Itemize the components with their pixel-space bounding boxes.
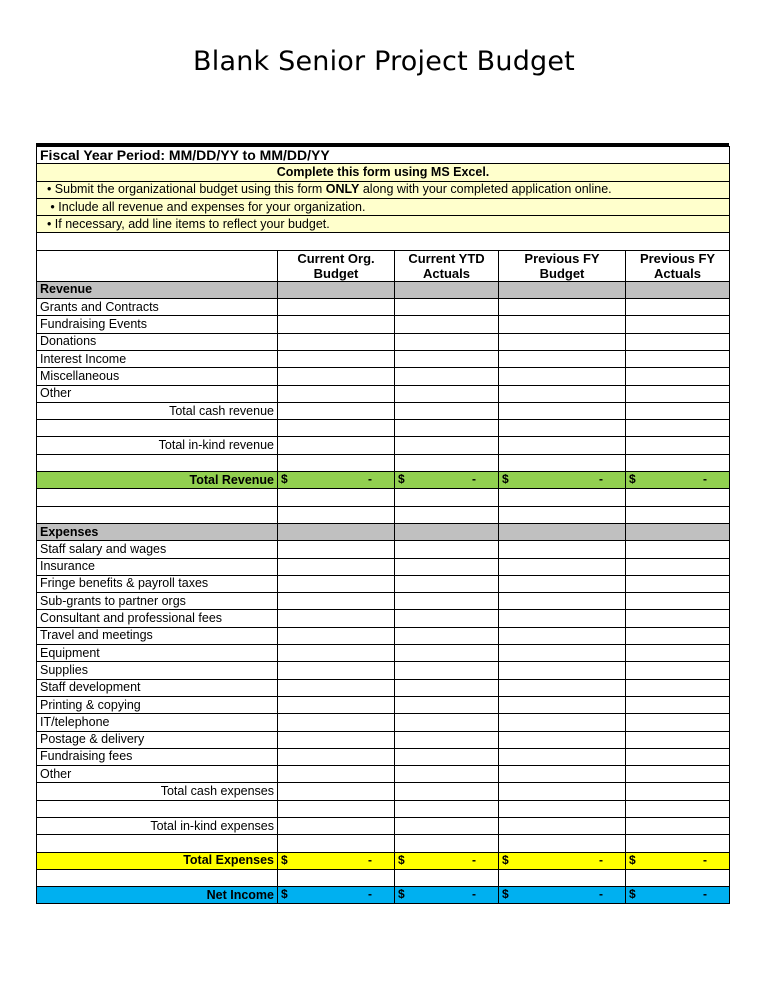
input-cell[interactable] [278,350,395,367]
currency-symbol: $ [629,887,636,902]
input-cell[interactable] [626,731,730,748]
input-cell[interactable] [395,817,499,834]
expense-item [37,696,730,713]
input-cell[interactable] [395,541,499,558]
input-cell[interactable] [278,610,395,627]
input-cell[interactable] [395,437,499,454]
input-cell[interactable] [395,645,499,662]
input-cell[interactable] [626,714,730,731]
instructions-line-2-row [37,198,730,215]
fiscal-year-period: Fiscal Year Period: MM/DD/YY to MM/DD/YY [37,147,730,164]
input-cell[interactable] [395,402,499,419]
input-cell[interactable] [278,731,395,748]
input-cell[interactable] [499,645,626,662]
net-income-amount [499,887,626,904]
amount-value: - [472,887,476,902]
input-cell[interactable] [626,783,730,800]
expense-item [37,748,730,765]
input-cell[interactable] [499,817,626,834]
net-income [37,887,730,904]
input-cell[interactable] [626,817,730,834]
currency-symbol: $ [281,852,288,867]
input-cell[interactable] [395,731,499,748]
input-cell[interactable] [395,783,499,800]
instructions-heading: Complete this form using MS Excel. [37,164,730,181]
column-header-current-ytd-actuals: Current YTD Actuals [395,250,499,281]
currency-symbol: $ [502,887,509,902]
instructions-line-2: • Include all revenue and expenses for your organization. [37,198,730,215]
input-cell[interactable] [395,281,499,298]
input-cell[interactable] [626,800,730,817]
expense-item-label: Equipment [37,645,278,662]
amount-value: - [703,852,708,867]
expense-item-label: Travel and meetings [37,627,278,644]
blank-row [37,454,730,471]
input-cell[interactable] [278,454,395,471]
input-cell[interactable] [626,558,730,575]
expense-item-label: IT/telephone [37,714,278,731]
section-revenue [37,281,730,298]
total-cash-revenue-label: Total cash revenue [37,402,278,419]
input-cell[interactable] [278,575,395,592]
blank-row [37,489,730,506]
input-cell[interactable] [626,645,730,662]
revenue-item-label: Interest Income [37,350,278,367]
input-cell[interactable] [278,333,395,350]
input-cell[interactable] [278,558,395,575]
total-revenue-label: Total Revenue [37,472,278,489]
total-inkind-expenses-label: Total in-kind expenses [37,817,278,834]
revenue-item [37,299,730,316]
expense-item [37,766,730,783]
input-cell[interactable] [499,731,626,748]
currency-symbol: $ [398,852,405,867]
total-cash-revenue [37,402,730,419]
expense-item [37,541,730,558]
currency-symbol: $ [629,472,636,487]
input-cell[interactable] [499,368,626,385]
input-cell[interactable] [499,350,626,367]
revenue-item-label: Donations [37,333,278,350]
input-cell[interactable] [395,748,499,765]
amount-value: - [599,852,603,867]
expense-item [37,610,730,627]
input-cell[interactable] [626,662,730,679]
input-cell[interactable] [626,316,730,333]
expense-item [37,731,730,748]
input-cell[interactable] [499,627,626,644]
total-expenses-amount [626,852,730,869]
input-cell[interactable] [499,489,626,506]
input-cell[interactable] [395,696,499,713]
expense-item-label: Fringe benefits & payroll taxes [37,575,278,592]
net-income-amount [626,887,730,904]
input-cell[interactable] [626,523,730,540]
input-cell[interactable] [278,368,395,385]
input-cell[interactable] [278,420,395,437]
amount-value: - [599,472,603,487]
input-cell[interactable] [395,489,499,506]
input-cell[interactable] [499,714,626,731]
instructions-line-1: • Submit the organizational budget using this form ONLY along with your completed application online. [37,181,730,198]
input-cell[interactable] [626,696,730,713]
input-cell[interactable] [626,506,730,523]
input-cell[interactable] [278,489,395,506]
input-cell[interactable] [499,783,626,800]
input-cell[interactable] [499,316,626,333]
input-cell[interactable] [499,748,626,765]
input-cell[interactable] [626,766,730,783]
input-cell[interactable] [395,869,499,886]
blank-row [37,835,730,852]
input-cell[interactable] [395,558,499,575]
revenue-item [37,368,730,385]
input-cell[interactable] [626,368,730,385]
expense-item [37,714,730,731]
input-cell[interactable] [499,800,626,817]
total-expenses-amount [499,852,626,869]
input-cell[interactable] [395,523,499,540]
expense-item [37,645,730,662]
amount-value: - [472,852,476,867]
currency-symbol: $ [398,472,405,487]
input-cell[interactable] [395,385,499,402]
input-cell[interactable] [278,835,395,852]
expense-item [37,575,730,592]
blank-row [37,869,730,886]
input-cell[interactable] [499,333,626,350]
total-expenses-amount [278,852,395,869]
input-cell[interactable] [278,316,395,333]
column-header-label [37,250,278,281]
column-header-current-org-budget: Current Org. Budget [278,250,395,281]
input-cell[interactable] [499,679,626,696]
spacer-row [37,233,730,250]
input-cell[interactable] [395,662,499,679]
total-revenue [37,472,730,489]
column-header-previous-fy-budget: Previous FY Budget [499,250,626,281]
input-cell[interactable] [395,333,499,350]
input-cell[interactable] [626,541,730,558]
input-cell[interactable] [278,817,395,834]
input-cell[interactable] [499,696,626,713]
revenue-item [37,350,730,367]
revenue-item [37,333,730,350]
input-cell[interactable] [278,748,395,765]
input-cell[interactable] [499,402,626,419]
input-cell[interactable] [626,610,730,627]
input-cell[interactable] [278,437,395,454]
expense-item-label: Fundraising fees [37,748,278,765]
input-cell[interactable] [499,437,626,454]
instructions-line-3-row [37,216,730,233]
fiscal-year-row [37,147,730,164]
amount-value: - [368,472,372,487]
input-cell[interactable] [626,489,730,506]
expense-item [37,558,730,575]
input-cell[interactable] [499,299,626,316]
total-expenses-amount [395,852,499,869]
section-expenses-label: Expenses [37,523,278,540]
input-cell[interactable] [278,281,395,298]
amount-value: - [599,887,603,902]
input-cell[interactable] [626,869,730,886]
input-cell[interactable] [499,610,626,627]
net-income-amount [395,887,499,904]
input-cell[interactable] [395,593,499,610]
amount-value: - [703,472,708,487]
input-cell[interactable] [278,645,395,662]
input-cell[interactable] [278,627,395,644]
input-cell[interactable] [278,714,395,731]
instructions-heading-row [37,164,730,181]
input-cell[interactable] [278,869,395,886]
input-cell[interactable] [278,800,395,817]
input-cell[interactable] [626,281,730,298]
input-cell[interactable] [395,316,499,333]
amount-value: - [472,472,476,487]
blank-row [37,420,730,437]
input-cell[interactable] [499,662,626,679]
currency-symbol: $ [502,472,509,487]
input-cell[interactable] [499,523,626,540]
total-inkind-revenue-label: Total in-kind revenue [37,437,278,454]
expense-item-label: Other [37,766,278,783]
input-cell[interactable] [499,766,626,783]
expense-item-label: Consultant and professional fees [37,610,278,627]
input-cell[interactable] [626,299,730,316]
input-cell[interactable] [499,454,626,471]
section-revenue-label: Revenue [37,281,278,298]
input-cell[interactable] [626,402,730,419]
input-cell[interactable] [278,385,395,402]
input-cell[interactable] [626,835,730,852]
input-cell[interactable] [499,593,626,610]
input-cell[interactable] [395,714,499,731]
input-cell[interactable] [626,350,730,367]
expense-item-label: Sub-grants to partner orgs [37,593,278,610]
input-cell[interactable] [626,748,730,765]
input-cell[interactable] [626,385,730,402]
input-cell[interactable] [626,593,730,610]
input-cell[interactable] [278,402,395,419]
budget-sheet [36,143,729,904]
instructions-line-1-row [37,181,730,198]
input-cell[interactable] [626,454,730,471]
input-cell[interactable] [395,800,499,817]
net-income-amount [278,887,395,904]
column-header-row [37,250,730,281]
input-cell[interactable] [499,506,626,523]
input-cell[interactable] [395,368,499,385]
input-cell[interactable] [626,437,730,454]
expense-item-label: Staff salary and wages [37,541,278,558]
input-cell[interactable] [278,541,395,558]
blank-row [37,506,730,523]
expense-item-label: Postage & delivery [37,731,278,748]
net-income-label: Net Income [37,887,278,904]
total-inkind-expenses [37,817,730,834]
expense-item-label: Insurance [37,558,278,575]
total-expenses-label: Total Expenses [37,852,278,869]
input-cell[interactable] [626,420,730,437]
input-cell[interactable] [278,696,395,713]
input-cell[interactable] [395,506,499,523]
input-cell[interactable] [626,627,730,644]
total-revenue-amount [626,472,730,489]
currency-symbol: $ [281,887,288,902]
expense-item-label: Staff development [37,679,278,696]
input-cell[interactable] [395,627,499,644]
expense-item [37,679,730,696]
amount-value: - [703,887,708,902]
input-cell[interactable] [278,506,395,523]
total-revenue-amount [395,472,499,489]
expense-item [37,662,730,679]
input-cell[interactable] [626,575,730,592]
total-cash-expenses-label: Total cash expenses [37,783,278,800]
input-cell[interactable] [499,835,626,852]
page-title: Blank Senior Project Budget [193,46,575,77]
revenue-item [37,385,730,402]
input-cell[interactable] [395,350,499,367]
input-cell[interactable] [278,523,395,540]
revenue-item-label: Other [37,385,278,402]
expense-item [37,627,730,644]
currency-symbol: $ [281,472,288,487]
input-cell[interactable] [499,575,626,592]
total-cash-expenses [37,783,730,800]
input-cell[interactable] [278,299,395,316]
currency-symbol: $ [502,852,509,867]
input-cell[interactable] [395,420,499,437]
input-cell[interactable] [395,454,499,471]
total-revenue-amount [278,472,395,489]
total-revenue-amount [499,472,626,489]
input-cell[interactable] [278,679,395,696]
budget-table [36,146,730,904]
section-expenses [37,523,730,540]
instructions-line-3: • If necessary, add line items to reflect your budget. [37,216,730,233]
input-cell[interactable] [395,610,499,627]
input-cell[interactable] [395,835,499,852]
input-cell[interactable] [626,679,730,696]
input-cell[interactable] [278,766,395,783]
blank-row [37,800,730,817]
expense-item-label: Printing & copying [37,696,278,713]
input-cell[interactable] [278,662,395,679]
input-cell[interactable] [499,558,626,575]
input-cell[interactable] [278,783,395,800]
amount-value: - [368,887,372,902]
input-cell[interactable] [499,541,626,558]
column-header-previous-fy-actuals: Previous FY Actuals [626,250,730,281]
revenue-item-label: Miscellaneous [37,368,278,385]
input-cell[interactable] [499,420,626,437]
input-cell[interactable] [499,385,626,402]
revenue-item-label: Fundraising Events [37,316,278,333]
expense-item-label: Supplies [37,662,278,679]
input-cell[interactable] [395,766,499,783]
revenue-item [37,316,730,333]
revenue-item-label: Grants and Contracts [37,299,278,316]
input-cell[interactable] [395,679,499,696]
input-cell[interactable] [395,299,499,316]
input-cell[interactable] [499,281,626,298]
expense-item [37,593,730,610]
input-cell[interactable] [626,333,730,350]
amount-value: - [368,852,372,867]
currency-symbol: $ [629,852,636,867]
currency-symbol: $ [398,887,405,902]
total-expenses [37,852,730,869]
total-inkind-revenue [37,437,730,454]
input-cell[interactable] [499,869,626,886]
input-cell[interactable] [278,593,395,610]
input-cell[interactable] [395,575,499,592]
